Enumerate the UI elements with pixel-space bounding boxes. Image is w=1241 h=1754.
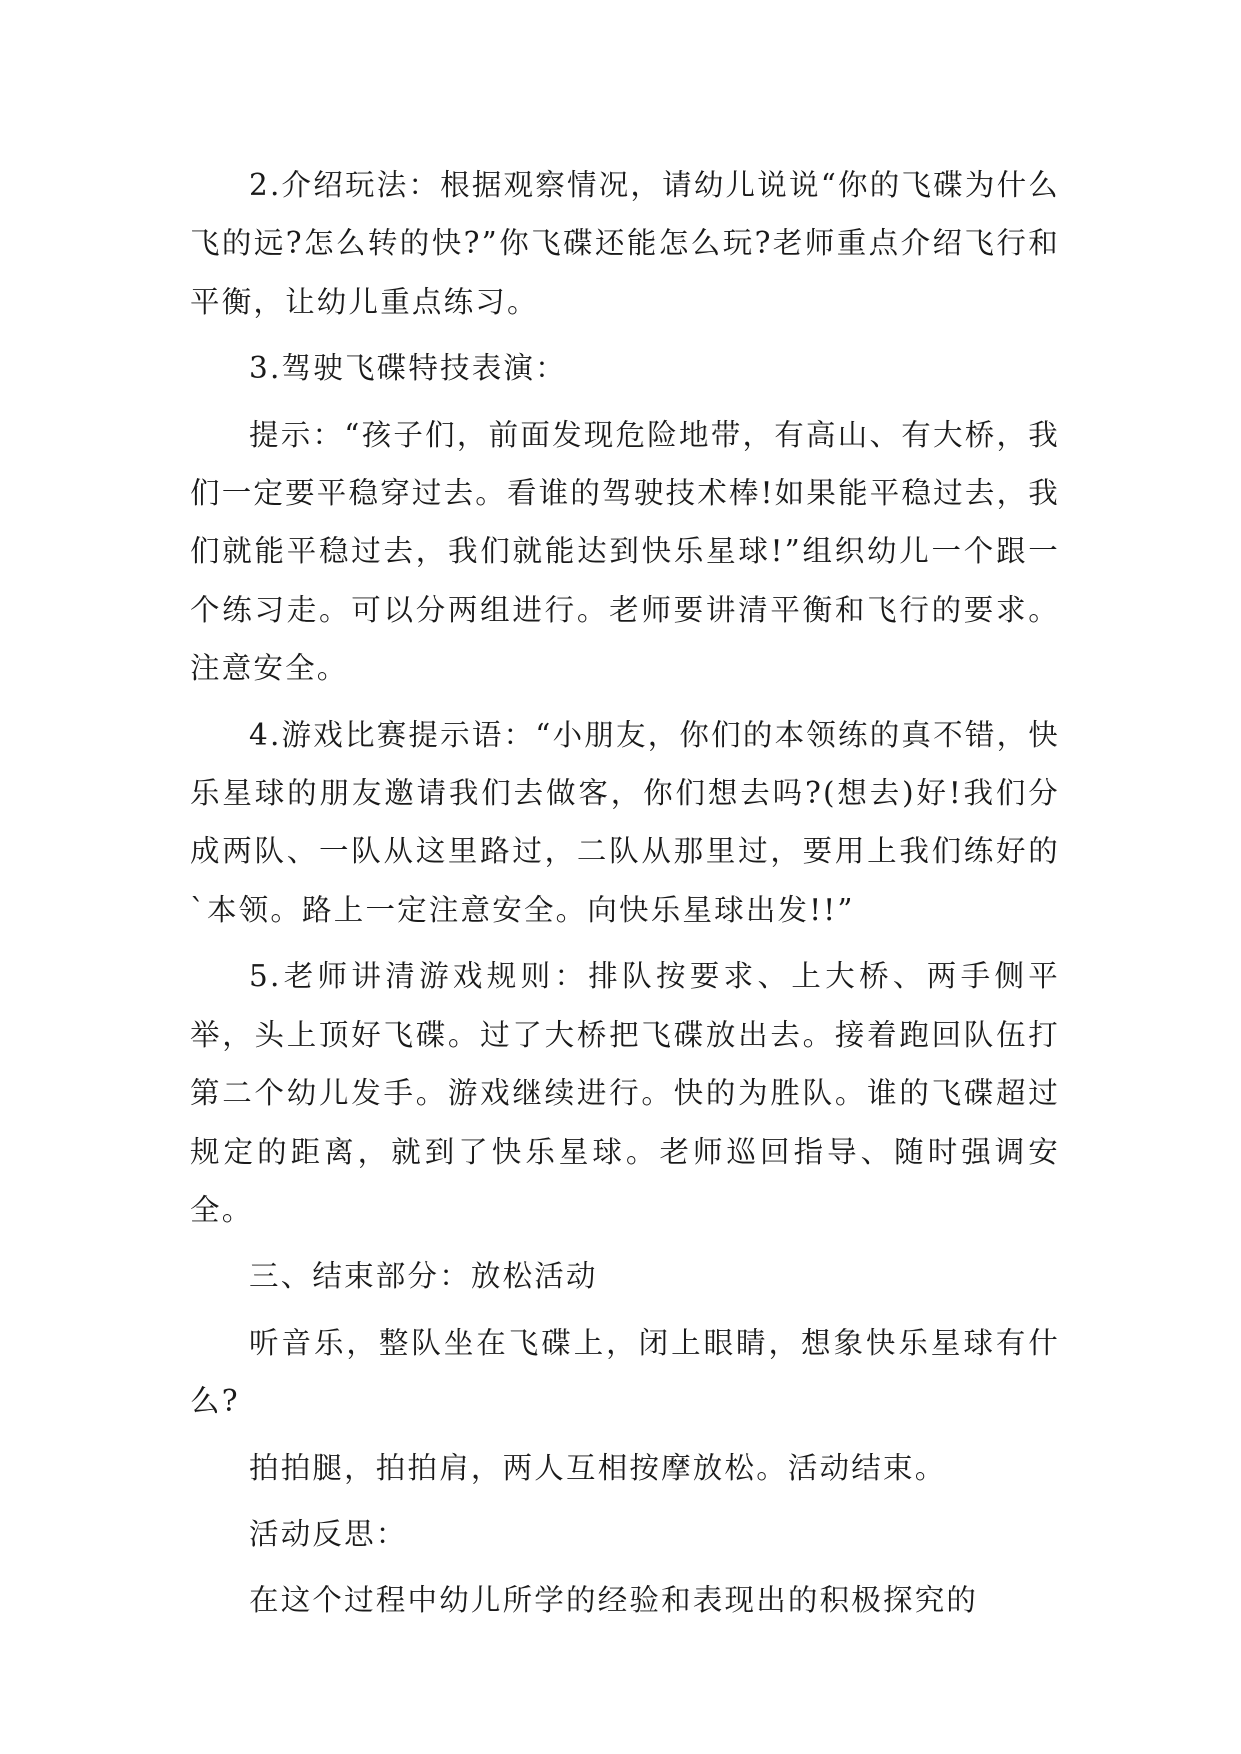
document-body: [190, 156, 1060, 1638]
paragraph-relax-massage: 拍拍腿，拍拍肩，两人互相按摩放松。活动结束。: [249, 1450, 947, 1485]
paragraph-stunt-heading: 3.驾驶飞碟特技表演：: [249, 351, 567, 386]
paragraph-relax-music: 听音乐，整队坐在飞碟上，闭上眼睛，想象快乐星球有什么?: [190, 1325, 1060, 1419]
paragraph-competition-prompt: 4.游戏比赛提示语：“小朋友，你们的本领练的真不错，快乐星球的朋友邀请我们去做客，你们想去吗?(想去)好!我们分成两队、一队从这里路过，二队从那里过，要用上我们练好的`本领。路上一定注意安全。向快乐星球出发!!”: [190, 717, 1060, 927]
paragraph-stunt-prompt: 提示：“孩子们，前面发现危险地带，有高山、有大桥，我们一定要平稳穿过去。看谁的驾驶技术棒!如果能平稳过去，我们就能平稳过去，我们就能达到快乐星球!”组织幼儿一个跟一个练习走。可以分两组进行。老师要讲清平衡和飞行的要求。注意安全。: [190, 417, 1060, 686]
paragraph-reflection: 在这个过程中幼儿所学的经验和表现出的积极探究的: [249, 1583, 979, 1618]
section-heading-ending: 三、结束部分：放松活动: [249, 1259, 598, 1294]
paragraph-game-rules: 5.老师讲清游戏规则：排队按要求、上大桥、两手侧平举，头上顶好飞碟。过了大桥把飞碟放出去。接着跑回队伍打第二个幼儿发手。游戏继续进行。快的为胜队。谁的飞碟超过规定的距离，就到了快乐星球。老师巡回指导、随时强调安全。: [190, 959, 1060, 1227]
section-heading-reflection: 活动反思：: [249, 1516, 408, 1551]
paragraph-game-intro: 2.介绍玩法：根据观察情况，请幼儿说说“你的飞碟为什么飞的远?怎么转的快?”你飞碟还能怎么玩?老师重点介绍飞行和平衡，让幼儿重点练习。: [190, 168, 1060, 319]
